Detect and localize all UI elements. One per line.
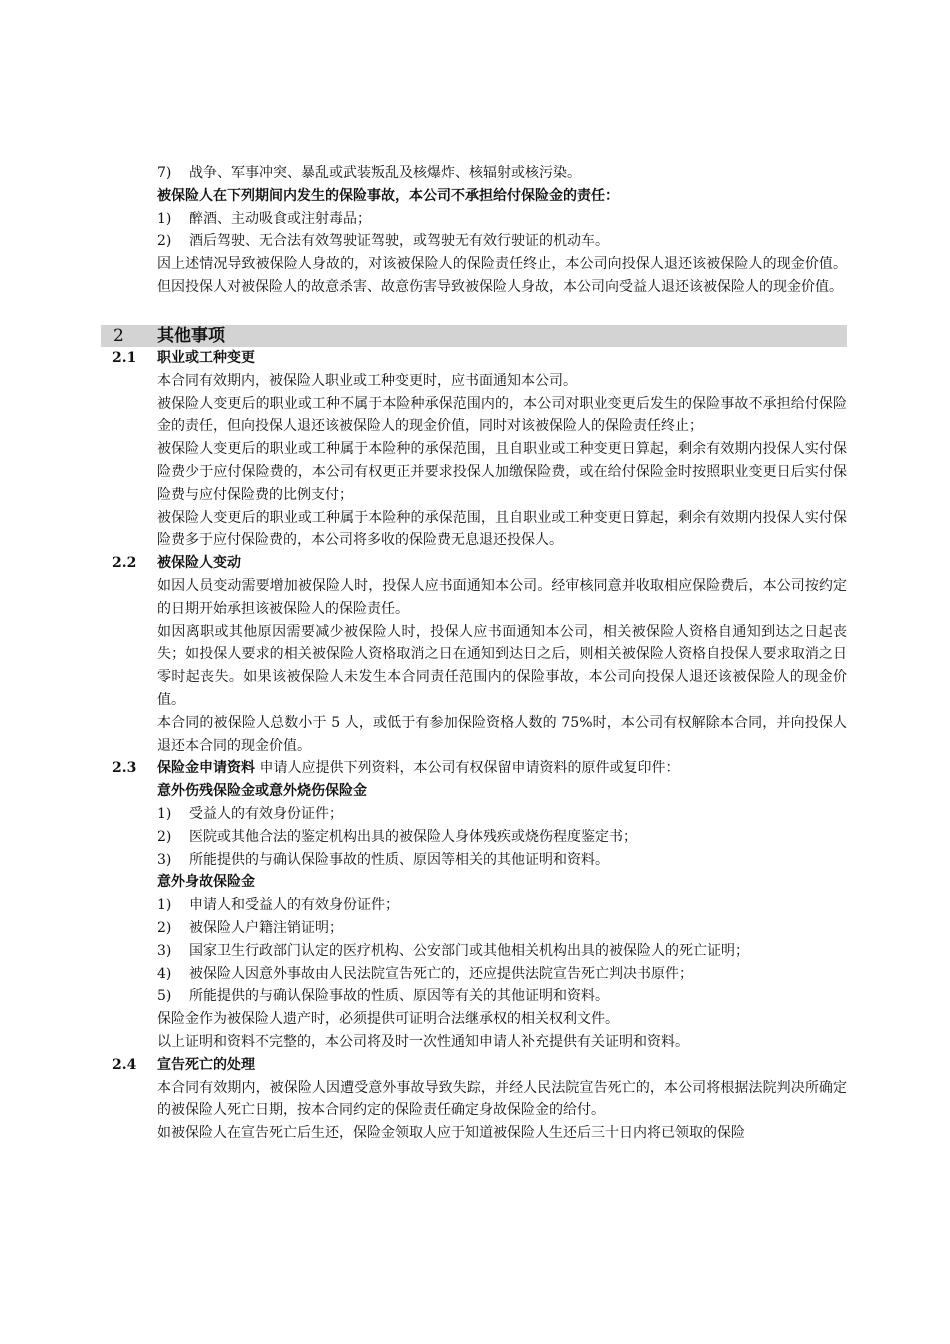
list-text: 酒后驾驶、无合法有效驾驶证驾驶，或驾驶无有效行驶证的机动车。	[189, 233, 609, 250]
list-number: 5)	[157, 988, 172, 1005]
paragraph: 如被保险人在宣告死亡后生还，保险金领取人应于知道被保险人生还后三十日内将已领取的保险	[157, 1125, 745, 1142]
list-item	[157, 849, 847, 872]
paragraph: 被保险人变更后的职业或工种属于本险种的承保范围，且自职业或工种变更日算起，剩余有效期内投保人实付保险费少于应付保险费的，本公司有权更正并要求投保人加缴保险费，或在给付保险金时按照职业变更日后实付保险费与应付保险费的比例支付；	[157, 441, 847, 503]
list-text: 醉酒、主动吸食或注射毒品；	[189, 210, 371, 227]
subsection-title: 保险金申请资料	[157, 760, 255, 777]
list-item	[157, 894, 847, 917]
list-text: 受益人的有效身份证件；	[189, 805, 343, 822]
paragraph: 本合同有效期内，被保险人因遭受意外事故导致失踪，并经人民法院宣告死亡的，本公司将根据法院判决所确定的被保险人死亡日期，按本合同约定的保险责任确定身故保险金的给付。	[157, 1079, 847, 1119]
subsection-title: 被保险人变动	[157, 555, 241, 572]
list-text: 所能提供的与确认保险事故的性质、原因等有关的其他证明和资料。	[189, 988, 609, 1005]
list-number: 7)	[157, 165, 172, 181]
subsection-2-3	[112, 757, 847, 780]
list-item	[157, 985, 847, 1008]
section-number: 2	[113, 326, 124, 346]
exclusion-heading: 被保险人在下列期间内发生的保险事故，本公司不承担给付保险金的责任：	[157, 187, 619, 204]
paragraph: 保险金作为被保险人遗产时，必须提供可证明合法继承权的相关权利文件。	[157, 1011, 619, 1028]
paragraph: 如因离职或其他原因需要减少被保险人时，投保人应书面通知本公司，相关被保险人资格自通知到达之日起丧失；如投保人要求的相关被保险人资格取消之日在通知到达日之后，则相关被保险人资格自投保人要求取消之日零时起丧失。如果该被保险人未发生本合同责任范围内的保险事故，本公司向投保人退还该被保险人的现金价值。	[157, 623, 847, 708]
list-text: 被保险人户籍注销证明；	[189, 919, 343, 936]
subsection-number: 2.4	[112, 1056, 137, 1073]
paragraph: 因上述情况导致被保险人身故的，对该被保险人的保险责任终止，本公司向投保人退还该被保险人的现金价值。但因投保人对被保险人的故意杀害、故意伤害导致被保险人身故，本公司向受益人退还该被保险人的现金价值。	[157, 256, 847, 295]
list-item	[157, 963, 847, 986]
paragraph: 本合同有效期内，被保险人职业或工种变更时，应书面通知本公司。	[157, 372, 577, 389]
list-number: 2)	[157, 919, 172, 936]
list-item	[157, 162, 847, 185]
subsection-number: 2.3	[112, 760, 137, 777]
list-item	[157, 940, 847, 963]
list-text: 所能提供的与确认保险事故的性质、原因等相关的其他证明和资料。	[189, 851, 609, 868]
list-item	[157, 917, 847, 940]
paragraph: 如因人员变动需要增加被保险人时，投保人应书面通知本公司。经审核同意并收取相应保险费后，本公司按约定的日期开始承担该被保险人的保险责任。	[157, 577, 847, 617]
list-item	[157, 230, 847, 253]
group-title: 意外身故保险金	[157, 874, 255, 891]
subsection-title: 宣告死亡的处理	[157, 1056, 255, 1073]
list-text: 申请人和受益人的有效身份证件；	[189, 897, 399, 914]
list-item	[157, 208, 847, 231]
list-number: 2)	[157, 233, 172, 250]
list-text: 被保险人因意外事故由人民法院宣告死亡的，还应提供法院宣告死亡判决书原件；	[189, 965, 693, 982]
group-title: 意外伤残保险金或意外烧伤保险金	[157, 783, 367, 800]
paragraph: 被保险人变更后的职业或工种不属于本险种承保范围内的，本公司对职业变更后发生的保险事故不承担给付保险金的责任，但向投保人退还该被保险人的现金价值，同时对该被保险人的保险责任终止；	[157, 395, 847, 435]
list-item	[157, 803, 847, 826]
list-number: 1)	[157, 897, 172, 914]
list-number: 1)	[157, 805, 172, 822]
list-text: 医院或其他合法的鉴定机构出具的被保险人身体残疾或烧伤程度鉴定书；	[189, 828, 637, 845]
paragraph: 以上证明和资料不完整的，本公司将及时一次性通知申请人补充提供有关证明和资料。	[157, 1033, 689, 1050]
subsection-number: 2.1	[112, 350, 137, 366]
subsection-2-1	[112, 347, 847, 370]
list-number: 3)	[157, 942, 172, 959]
paragraph: 本合同的被保险人总数小于 5 人，或低于有参加保险资格人数的 75%时，本公司有权解除本合同，并向投保人退还本合同的现金价值。	[157, 714, 847, 754]
list-item	[157, 826, 847, 849]
section-body	[112, 347, 847, 1145]
subsection-title: 职业或工种变更	[157, 350, 255, 366]
list-text: 战争、军事冲突、暴乱或武装叛乱及核爆炸、核辐射或核污染。	[189, 165, 581, 181]
subsection-number: 2.2	[112, 555, 137, 572]
list-number: 1)	[157, 210, 172, 227]
list-number: 4)	[157, 965, 172, 982]
subsection-intro: 申请人应提供下列资料，本公司有权保留申请资料的原件或复印件：	[255, 760, 680, 777]
list-text: 国家卫生行政部门认定的医疗机构、公安部门或其他相关机构出具的被保险人的死亡证明；	[189, 942, 749, 959]
subsection-2-4	[112, 1054, 847, 1077]
list-number: 3)	[157, 851, 172, 868]
section-title: 其他事项	[157, 326, 225, 346]
list-number: 2)	[157, 828, 172, 845]
paragraph: 被保险人变更后的职业或工种属于本险种的承保范围，且自职业或工种变更日算起，剩余有效期内投保人实付保险费多于应付保险费的，本公司将多收的保险费无息退还投保人。	[157, 509, 847, 549]
subsection-2-2	[112, 552, 847, 575]
section-header	[101, 325, 847, 347]
exclusions-block	[157, 162, 847, 299]
